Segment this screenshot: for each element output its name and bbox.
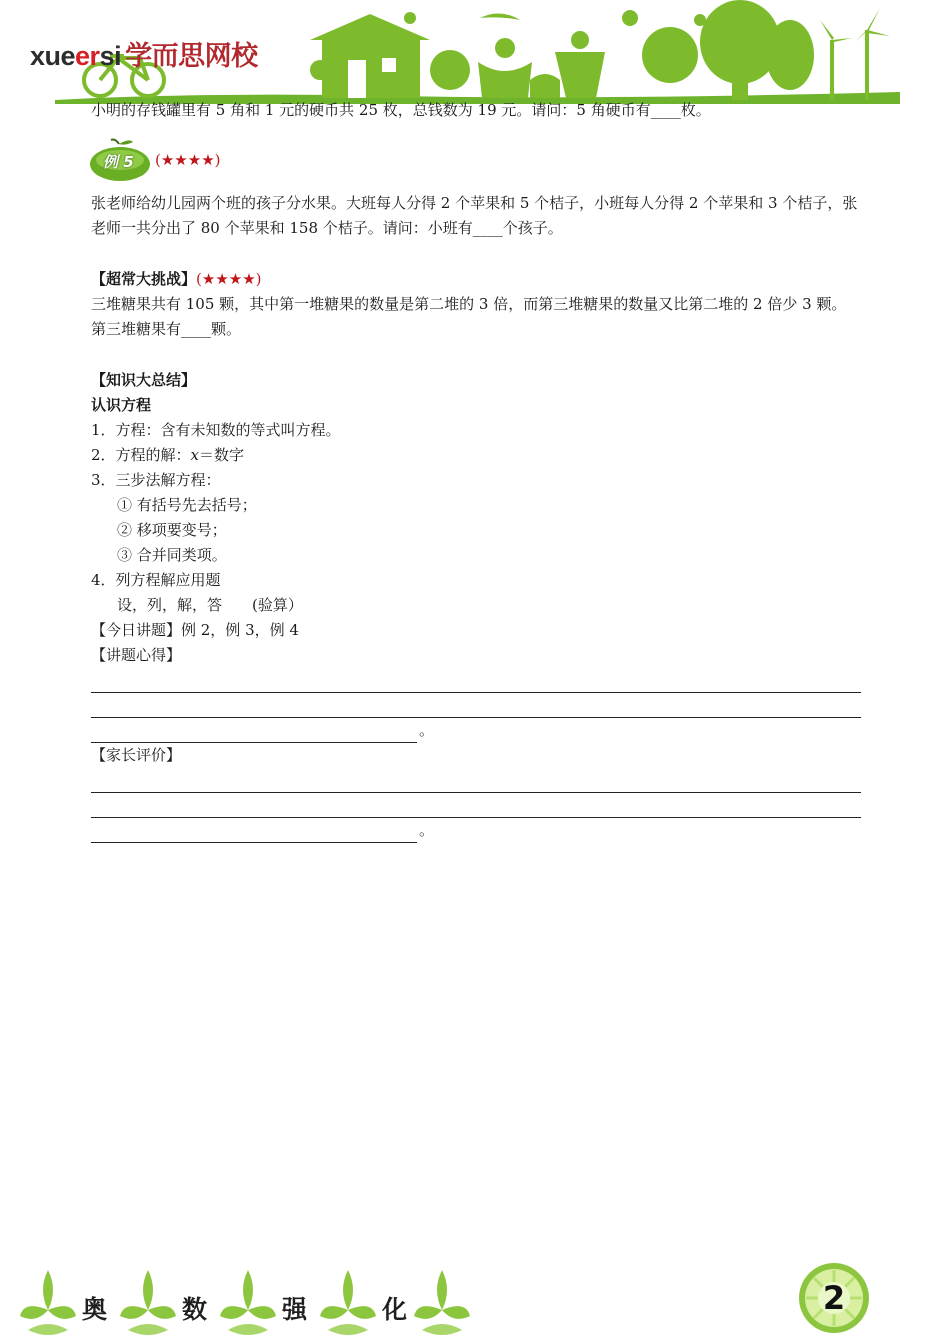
summary-item-4-detail: 设，列，解，答 (验算）: [117, 596, 303, 614]
summary-item-1: 1．方程：含有未知数的等式叫方程。: [91, 421, 341, 439]
end-mark: 。: [419, 821, 435, 839]
previous-problem-text: 小明的存钱罐里有 5 角和 1 元的硬币共 25 枚，总钱数为 19 元。请问：5 角硬币有____枚。: [91, 101, 711, 119]
reflection-label: 【讲题心得】: [91, 646, 182, 664]
parent-write-line[interactable]: [91, 793, 861, 818]
footer-word: 化: [382, 1295, 408, 1324]
brand-text-part: si: [99, 41, 122, 71]
end-mark: 。: [419, 721, 435, 739]
example-label: 例 5: [103, 153, 134, 171]
challenge-text: 三堆糖果共有 105 颗，其中第一堆糖果的数量是第二堆的 3 倍，而第三堆糖果的数量又比第二堆的 2 倍少 3 颗。第三堆糖果有____颗。: [91, 295, 847, 338]
summary-step-3: ③ 合并同类项。: [117, 546, 227, 564]
parent-last-line: [91, 818, 861, 843]
reflection-last-line: [91, 718, 861, 743]
example-5-header: [89, 137, 861, 183]
parent-write-line[interactable]: [91, 818, 417, 843]
summary-item-2-suffix: ＝数字: [199, 446, 245, 464]
summary-subtitle: 认识方程: [91, 396, 152, 414]
brand-logo: [30, 34, 258, 73]
brand-chinese-name: 学而思网校: [125, 41, 258, 72]
challenge-title: 【超常大挑战】: [91, 270, 197, 288]
page-number: 2: [822, 1279, 846, 1317]
difficulty-stars: (★★★★): [155, 150, 221, 169]
footer-word: 强: [282, 1295, 308, 1324]
summary-item-2: [91, 443, 861, 468]
page-number-badge: [798, 1262, 870, 1334]
footer-word: 奥: [82, 1295, 108, 1324]
reflection-write-line[interactable]: [91, 668, 861, 693]
summary-title: 【知识大总结】: [91, 371, 197, 389]
difficulty-stars: (★★★★): [196, 270, 262, 288]
page-header: [0, 0, 950, 108]
summary-item-4: 4．列方程解应用题: [91, 571, 221, 589]
reflection-write-line[interactable]: [91, 693, 861, 718]
reflection-write-line[interactable]: [91, 718, 417, 743]
summary-item-3: 3．三步法解方程：: [91, 471, 221, 489]
today-problems: 【今日讲题】例 2，例 3，例 4: [91, 621, 299, 639]
summary-step-1: ① 有括号先去括号；: [117, 496, 257, 514]
example-5-text: 张老师给幼儿园两个班的孩子分水果。大班每人分得 2 个苹果和 5 个桔子，小班每人分得 2 个苹果和 3 个桔子，张老师一共分出了 80 个苹果和 158 个桔子。请问：小班有____个孩子。: [91, 194, 858, 237]
brand-text-part: er: [75, 41, 100, 71]
brand-text-part: xue: [30, 41, 76, 71]
parent-write-line[interactable]: [91, 768, 861, 793]
footer-leaf-decoration: [0, 1250, 500, 1344]
footer-word: 数: [182, 1295, 208, 1324]
page-footer: [0, 1250, 950, 1344]
apple-badge-icon: [89, 138, 151, 182]
variable-x: x: [190, 446, 200, 464]
worksheet-content: [91, 98, 861, 843]
summary-step-2: ② 移项要变号；: [117, 521, 227, 539]
parent-evaluation-label: 【家长评价】: [91, 746, 182, 764]
challenge-header: [91, 267, 861, 292]
summary-item-2-prefix: 2．方程的解：: [91, 446, 191, 464]
